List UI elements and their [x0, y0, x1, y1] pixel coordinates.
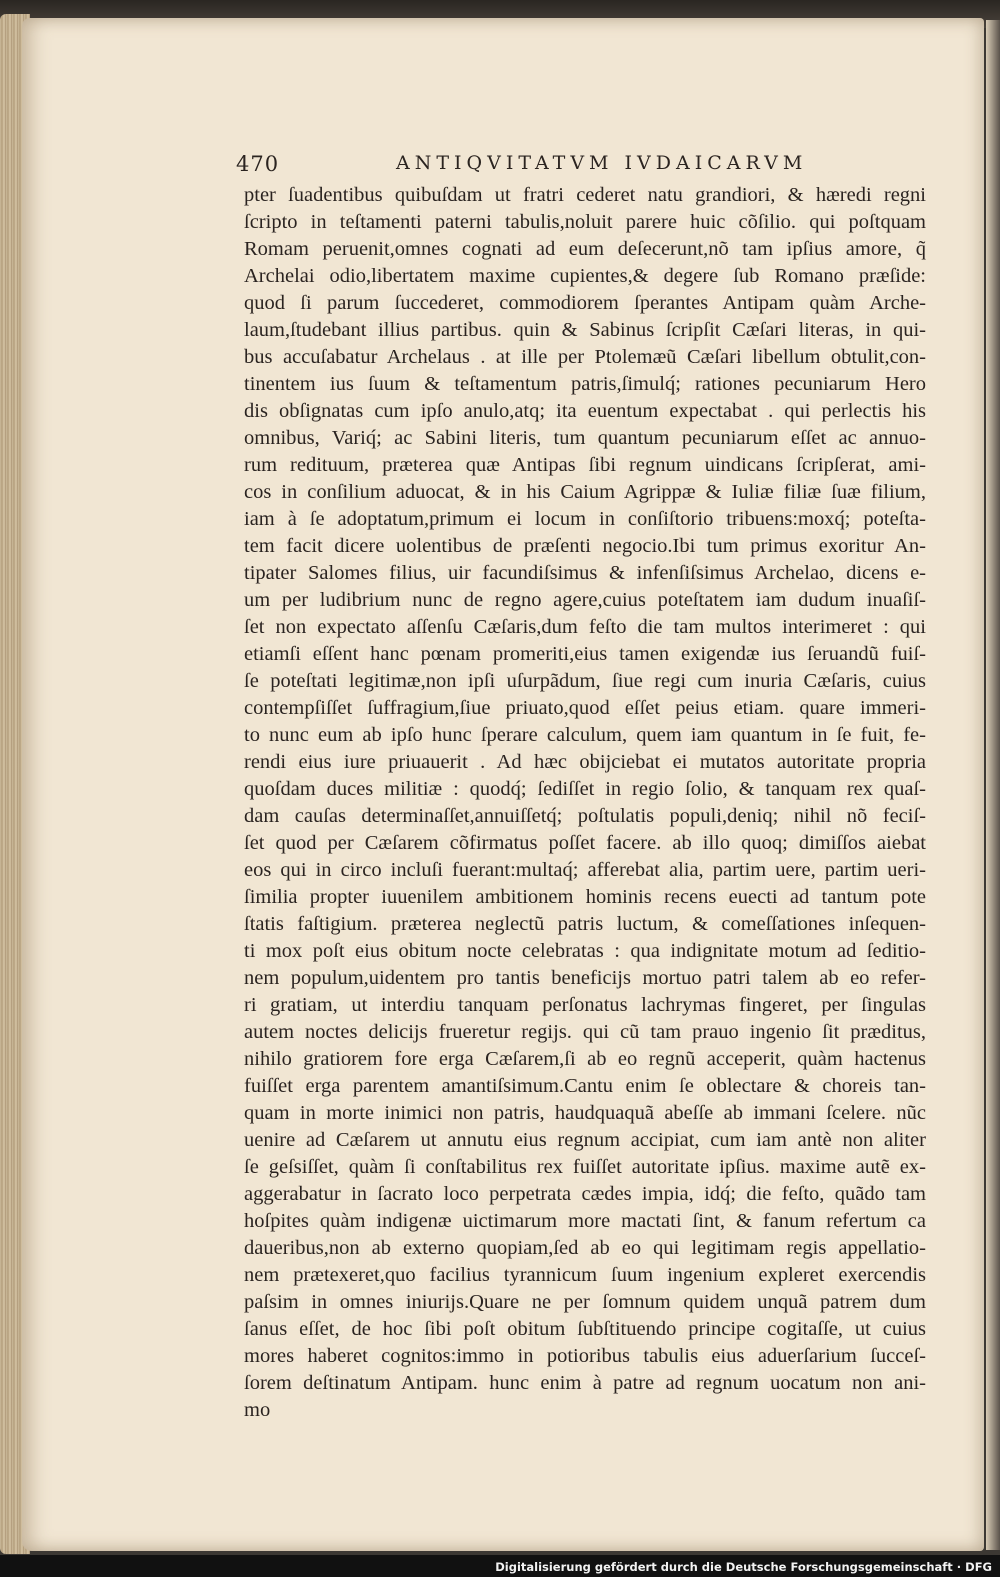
text-line: eos qui in circo incluſi fuerant:multaq́; afferebat alia, partim uere, partim ueri- — [244, 859, 926, 881]
text-line: paſsim in omnes iniurijs.Quare ne per ſomnum quidem unquã patrem dum — [244, 1291, 926, 1313]
text-line: omnibus, Variq́; ac Sabini literis, tum quantum pecuniarum eſſet ac annuo- — [244, 427, 926, 449]
text-line: nihilo gratiorem fore erga Cæſarem,ſi ab eo regnũ acceperit, quàm hactenus — [244, 1048, 926, 1070]
text-line: tipater Salomes filius, uir facundiſsimus & infenſiſsimus Archelao, dicens e- — [244, 562, 926, 584]
text-line: quam in morte inimici non patris, haudquaquã abeſſe ab immani ſcelere. nũc — [244, 1102, 926, 1124]
book-edge-right — [986, 20, 1000, 1550]
text-line: ſorem deſtinatum Antipam. hunc enim à patre ad regnum uocatum non ani- — [244, 1372, 926, 1394]
text-line: daueribus,non ab externo quopiam,ſed ab eo qui legitimam regis appellatio- — [244, 1237, 926, 1259]
text-line: rendi eius iure priuauerit . Ad hæc obijciebat ei mutatos autoritate propria — [244, 751, 926, 773]
text-line: tinentem ius ſuum & teſtamentum patris,ſimulq́; rationes pecuniarum Hero — [244, 373, 926, 395]
text-line: nem prætexeret,quo facilius tyrannicum ſuum ingenium expleret exercendis — [244, 1264, 926, 1286]
footer-bar — [0, 1555, 1000, 1577]
text-line: ſet quod per Cæſarem cõfirmatus poſſet facere. ab illo quoq; dimiſſos aiebat — [244, 832, 926, 854]
page-header — [236, 152, 916, 182]
digitization-credit: Digitalisierung gefördert durch die Deutsche Forschungsgemeinschaft · DFG — [495, 1560, 992, 1574]
text-line: dis obſignatas cum ipſo anulo,atq; ita euentum expectabat . qui perlectis his — [244, 400, 926, 422]
text-line: etiamſi eſſent hanc pœnam promeriti,eius tamen exigendæ ius ſeruandũ fuiſ- — [244, 643, 926, 665]
text-line: ſtatis faſtigium. præterea neglectũ patris luctum, & comeſſationes inſequen- — [244, 913, 926, 935]
text-line: to nunc eum ab ipſo hunc ſperare calculum, quem iam quantum in ſe fuit, fe- — [244, 724, 926, 746]
running-head: ANTIQVITATVM IVDAICARVM — [396, 152, 808, 174]
text-line: uenire ad Cæſarem ut annutu eius regnum accipiat, cum iam antè non aliter — [244, 1129, 926, 1151]
text-line: cos in conſilium aduocat, & in his Caium Agrippæ & Iuliæ filiæ ſuæ filium, — [244, 481, 926, 503]
text-line: ri gratiam, ut interdiu tanquam perſonatus lachrymas fingeret, per ſingulas — [244, 994, 926, 1016]
text-line: mo — [244, 1399, 271, 1421]
text-line: quod ſi parum ſuccederet, commodiorem ſperantes Antipam quàm Arche- — [244, 292, 926, 314]
text-line: um per ludibrium nunc de regno agere,cuius poteſtatem iam dudum inuaſiſ- — [244, 589, 926, 611]
text-line: pter ſuadentibus quibuſdam ut fratri cederet natu grandiori, & hæredi regni — [244, 184, 926, 206]
text-line: autem noctes delicijs frueretur regijs. qui cũ tam prauo ingenio ſit præditus, — [244, 1021, 926, 1043]
text-line: aggerabatur in ſacrato loco perpetrata cædes impia, idq́; die feſto, quãdo tam — [244, 1183, 926, 1205]
text-line: ſanus eſſet, de hoc ſibi poſt obitum ſubſtituendo principe cogitaſſe, ut cuius — [244, 1318, 926, 1340]
text-line: dam cauſas determinaſſet,annuiſſetq́; poſtulatis populi,deniq; nihil nõ feciſ- — [244, 805, 926, 827]
text-line: ſe geſsiſſet, quàm ſi conſtabilitus rex fuiſſet autoritate ipſius. maxime autẽ ex- — [244, 1156, 926, 1178]
text-line: hoſpites quàm indigenæ uictimarum more mactati ſint, & fanum refertum ca — [244, 1210, 926, 1232]
text-line: ti mox poſt eius obitum nocte celebratas : qua indignitate motum ad ſeditio- — [244, 940, 926, 962]
text-line: ſcripto in teſtamenti paterni tabulis,noluit parere huic cõſilio. qui poſtquam — [244, 211, 926, 233]
text-line: nem populum,uidentem pro tantis beneficijs mortuo patri talem ab eo refer- — [244, 967, 926, 989]
text-line: mores haberet cognitos:immo in potioribus tabulis eius aduerſarium ſucceſ- — [244, 1345, 926, 1367]
text-line: ſet non expectato aſſenſu Cæſaris,dum feſto die tam multos interimeret : qui — [244, 616, 926, 638]
text-line: laum,ſtudebant illius partibus. quin & Sabinus ſcripſit Cæſari literas, in qui- — [244, 319, 926, 341]
text-line: Romam peruenit,omnes cognati ad eum deſecerunt,nõ tam ipſius amore, q̃ — [244, 238, 926, 260]
text-line: bus accuſabatur Archelaus . at ille per Ptolemæũ Cæſari libellum obtulit,con- — [244, 346, 926, 368]
page-number: 470 — [236, 152, 280, 176]
body-text — [244, 182, 926, 1424]
text-line: ſimilia propter iuuenilem ambitionem hominis recens euecti ad tantum pote — [244, 886, 926, 908]
text-line: contempſiſſet ſuffragium,ſiue priuato,quod eſſet peius etiam. quare immeri- — [244, 697, 926, 719]
text-line: iam à ſe adoptatum,primum ei locum in conſiſtorio tribuens:moxq́; poteſta- — [244, 508, 926, 530]
text-line: tem facit dicere uolentibus de præſenti negocio.Ibi tum primus exoritur An- — [244, 535, 926, 557]
text-line: ſe poteſtati legitimæ,non ipſi uſurpãdum, ſiue regi cum inuria Cæſaris, cuius — [244, 670, 926, 692]
text-line: Archelai odio,libertatem maxime cupientes,& degere ſub Romano præſide: — [244, 265, 926, 287]
text-line: quoſdam duces militiæ : quodq́; ſediſſet in regio ſolio, & tanquam rex quaſ- — [244, 778, 926, 800]
text-line: fuiſſet erga parentem amantiſsimum.Cantu enim ſe oblectare & choreis tan- — [244, 1075, 926, 1097]
text-line: rum redituum, præterea quæ Antipas ſibi regnum uindicans ſcripſerat, ami- — [244, 454, 926, 476]
